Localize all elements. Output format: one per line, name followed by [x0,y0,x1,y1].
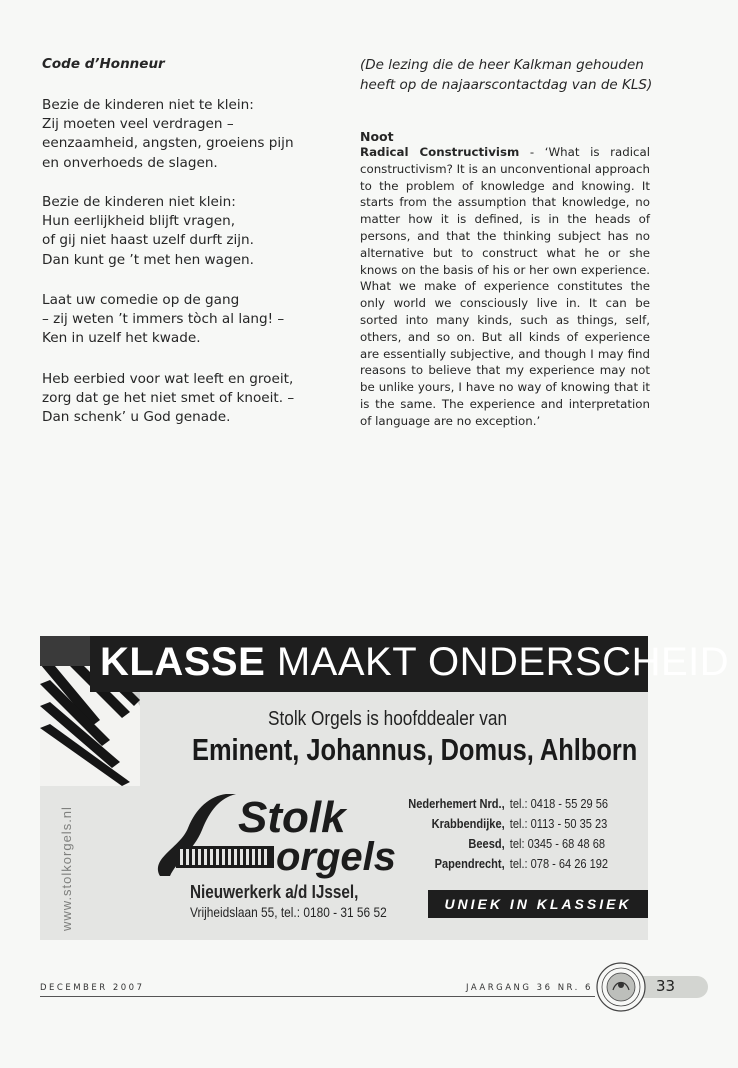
location-row [403,794,608,814]
poem-line: Laat uw comedie op de gang [42,292,240,308]
note-paragraph [360,144,650,430]
poem-line: Zij moeten veel verdragen – [42,116,234,133]
ad-brands: Eminent, Johannus, Domus, Ahlborn [192,732,638,767]
headline-rest: MAAKT ONDERSCHEID [265,640,730,684]
logo-word-orgels: orgels [276,835,397,879]
poem-line: en onverhoeds de slagen. [42,154,218,171]
poem-line: Hun eerlijkheid blijft vragen, [42,213,236,230]
poem-line: eenzaamheid, angsten, groeiens pijn [42,135,294,152]
location-row [403,814,608,834]
footer-volume: JAARGANG 36 NR. 6 [466,983,593,993]
website-vertical [44,791,74,931]
poem-line: Dan kunt ge ’t met hen wagen. [42,251,254,268]
location-tel: tel.: 0418 - 55 29 56 [509,796,608,811]
location-tel: tel: 0345 - 68 48 68 [509,836,605,851]
location-place: Beesd, [468,836,505,851]
ad-slogan: UNIEK IN KLASSIEK [428,890,648,918]
poem-line: Dan schenk’ u God genade. [42,409,231,426]
location-row [403,854,608,874]
headline-bold: KLASSE [100,640,266,684]
location-place: Nederhemert Nrd., [408,796,505,811]
poem-line: Ken in uzelf het kwade. [42,330,201,347]
poem-stanza-3 [42,291,342,349]
location-row [403,834,608,854]
poem-line: zorg dat ge het niet smet of knoeit. – [42,390,295,407]
location-place: Krabbendijke, [431,816,505,831]
website-url: www.stolkorgels.nl [59,806,74,931]
poem-line: – zij weten ’t immers tòch al lang! – [42,311,285,328]
poem-title: Code d’Honneur [42,56,165,72]
poem-line: Bezie de kinderen niet te klein: [42,97,254,113]
location-tel: tel.: 0113 - 50 35 23 [509,816,608,831]
poem-line: Bezie de kinderen niet klein: [42,194,236,210]
poem-stanza-4 [42,370,342,428]
logo-word-stolk: Stolk [238,793,346,842]
footer-date: DECEMBER 2007 [40,983,145,993]
advertisement [40,636,730,940]
location-list [367,794,608,874]
location-place: Papendrecht, [434,856,505,871]
ad-headline [100,640,729,685]
note-heading: Noot [360,129,394,144]
ad-subline: Stolk Orgels is hoofddealer van [268,708,508,730]
lecture-note: (De lezing die de heer Kalkman gehouden heeft op de najaarscontactdag van de KLS) [360,57,653,93]
poem-line: Heb eerbied voor wat leeft en groeit, [42,371,294,387]
seal-icon [596,962,646,1012]
footer-rule [40,996,595,997]
location-tel: tel.: 078 - 64 26 192 [509,856,608,871]
poem-stanza-1 [42,96,342,173]
headquarters-address: Vrijheidslaan 55, tel.: 0180 - 31 56 52 [190,904,387,920]
headquarters-name: Nieuwerkerk a/d IJssel, [190,882,359,902]
page-number: 33 [656,977,676,995]
poem-stanza-2 [42,193,342,270]
note-body: - ‘What is radical constructivism? It is an unconventional approach to the problem of knowledge and knowing. It starts from the assumption that knowledge, no matter how it is defined, is in the heads of persons, and that the thinking subject has no alternative but to construct what he or she knows on the basis of his or her own experience. What we make of experience constitutes the only world we consciously live in. It can be sorted into many kinds, such as things, self, others, and so on. But all kinds of experience are essentially subjective, and though I may find reasons to believe that my experience may not be unlike yours, I have no way of knowing that it is the same. The experience and interpretation of language are no exception.’ [360,145,650,428]
poem-line: of gij niet haast uzelf durft zijn. [42,232,254,249]
note-term: Radical Constructivism [360,145,520,159]
